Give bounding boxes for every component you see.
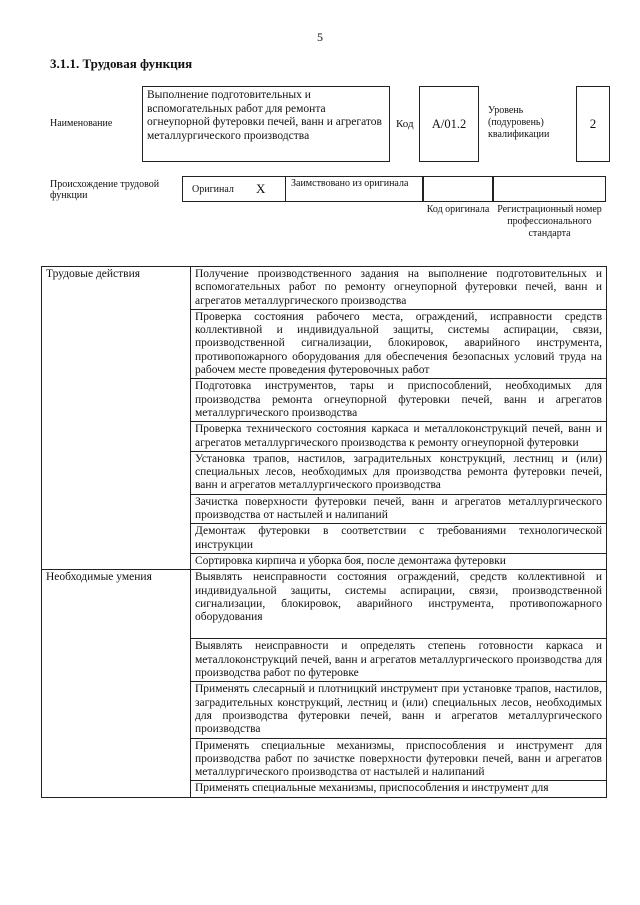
- section-title-actions: Трудовые действия: [42, 267, 191, 570]
- code-value: А/01.2: [419, 86, 479, 162]
- level-value: 2: [576, 86, 610, 162]
- borrowed-label: Заимствовано из оригинала: [285, 176, 423, 202]
- origin-code-cell: [423, 176, 493, 202]
- function-name-value: Выполнение подготовительных и вспомогательных работ для ремонта огнеупорной футеровки печей, ванн и агрегатов металлургического производства: [142, 86, 390, 162]
- code-caption: Код оригинала: [426, 204, 490, 215]
- origin-reg-cell: [493, 176, 606, 202]
- table-cell: Проверка технического состояния каркаса и металлоконструкций печей, ванн и агрегатов металлургического производства к ремонту огнеупорной футеровки: [191, 422, 607, 452]
- table-row: [42, 267, 607, 310]
- table-cell: Применять специальные механизмы, приспособления и инструмент для производства работ по зачистке поверхности футеровки печей, ванн и агрегатов металлургического производства от настылей и налипаний: [191, 738, 607, 781]
- table-cell: Получение производственного задания на выполнение подготовительных и вспомогательных работ по ремонту огнеупорной футеровки печей, ванн и агрегатов металлургического производства: [191, 267, 607, 310]
- original-label: Оригинал: [192, 184, 234, 195]
- table-cell: Зачистка поверхности футеровки печей, ванн и агрегатов металлургического производства от настылей и налипаний: [191, 494, 607, 524]
- level-label: Уровень (подуровень) квалификации: [488, 105, 550, 140]
- table-cell: Применять специальные механизмы, приспособления и инструмент для: [191, 781, 607, 797]
- page-number: 5: [317, 30, 323, 44]
- section-title-skills: Необходимые умения: [42, 570, 191, 797]
- original-mark: X: [256, 181, 266, 196]
- table-cell: Демонтаж футеровки в соответствии с требованиями технологической инструкции: [191, 524, 607, 554]
- table-cell: Проверка состояния рабочего места, ограждений, исправности средств коллективной и индивидуальной защиты, системы аспирации, связи, производственной сигнализации, блокировок, аварийного инструмента, противопожарного оборудования для обеспечения безопасных условий труда на рабочем месте проведения футеровочных работ: [191, 309, 607, 378]
- code-label: Код: [396, 118, 414, 130]
- table-cell: Подготовка инструментов, тары и приспособлений, необходимых для производства ремонта огнеупорной футеровки печей, ванн и агрегатов металлургического производства: [191, 379, 607, 422]
- table-row: [42, 570, 607, 639]
- section-title: 3.1.1. Трудовая функция: [50, 56, 193, 71]
- name-label: Наименование: [50, 118, 113, 129]
- table-cell: Сортировка кирпича и уборка боя, после демонтажа футеровки: [191, 553, 607, 569]
- reg-caption: Регистрационный номер профессионального стандарта: [497, 204, 602, 239]
- table-cell: Установка трапов, настилов, заградительных конструкций, лестниц и (или) специальных лесов, необходимых для производства ремонта футеровки печей, ванн и агрегатов металлургического производства: [191, 451, 607, 494]
- table-cell: Применять слесарный и плотницкий инструмент при установке трапов, настилов, заградительных конструкций, лестниц и (или) специальных лесов, необходимых для производства футеровки печей, ванн и агрегатов металлургического производства: [191, 682, 607, 738]
- origin-label: Происхождение трудовой функции: [50, 179, 160, 201]
- labor-function-table: [41, 266, 607, 798]
- table-cell: Выявлять неисправности состояния ограждений, средств коллективной и индивидуальной защиты, системы аспирации, связи, производственной сигнализации, блокировок, аварийного инструмента, противопожарного оборудования: [191, 570, 607, 639]
- table-cell: Выявлять неисправности и определять степень готовности каркаса и металлоконструкций печей, ванн и агрегатов металлургического производства для производства работ по футеровке: [191, 639, 607, 682]
